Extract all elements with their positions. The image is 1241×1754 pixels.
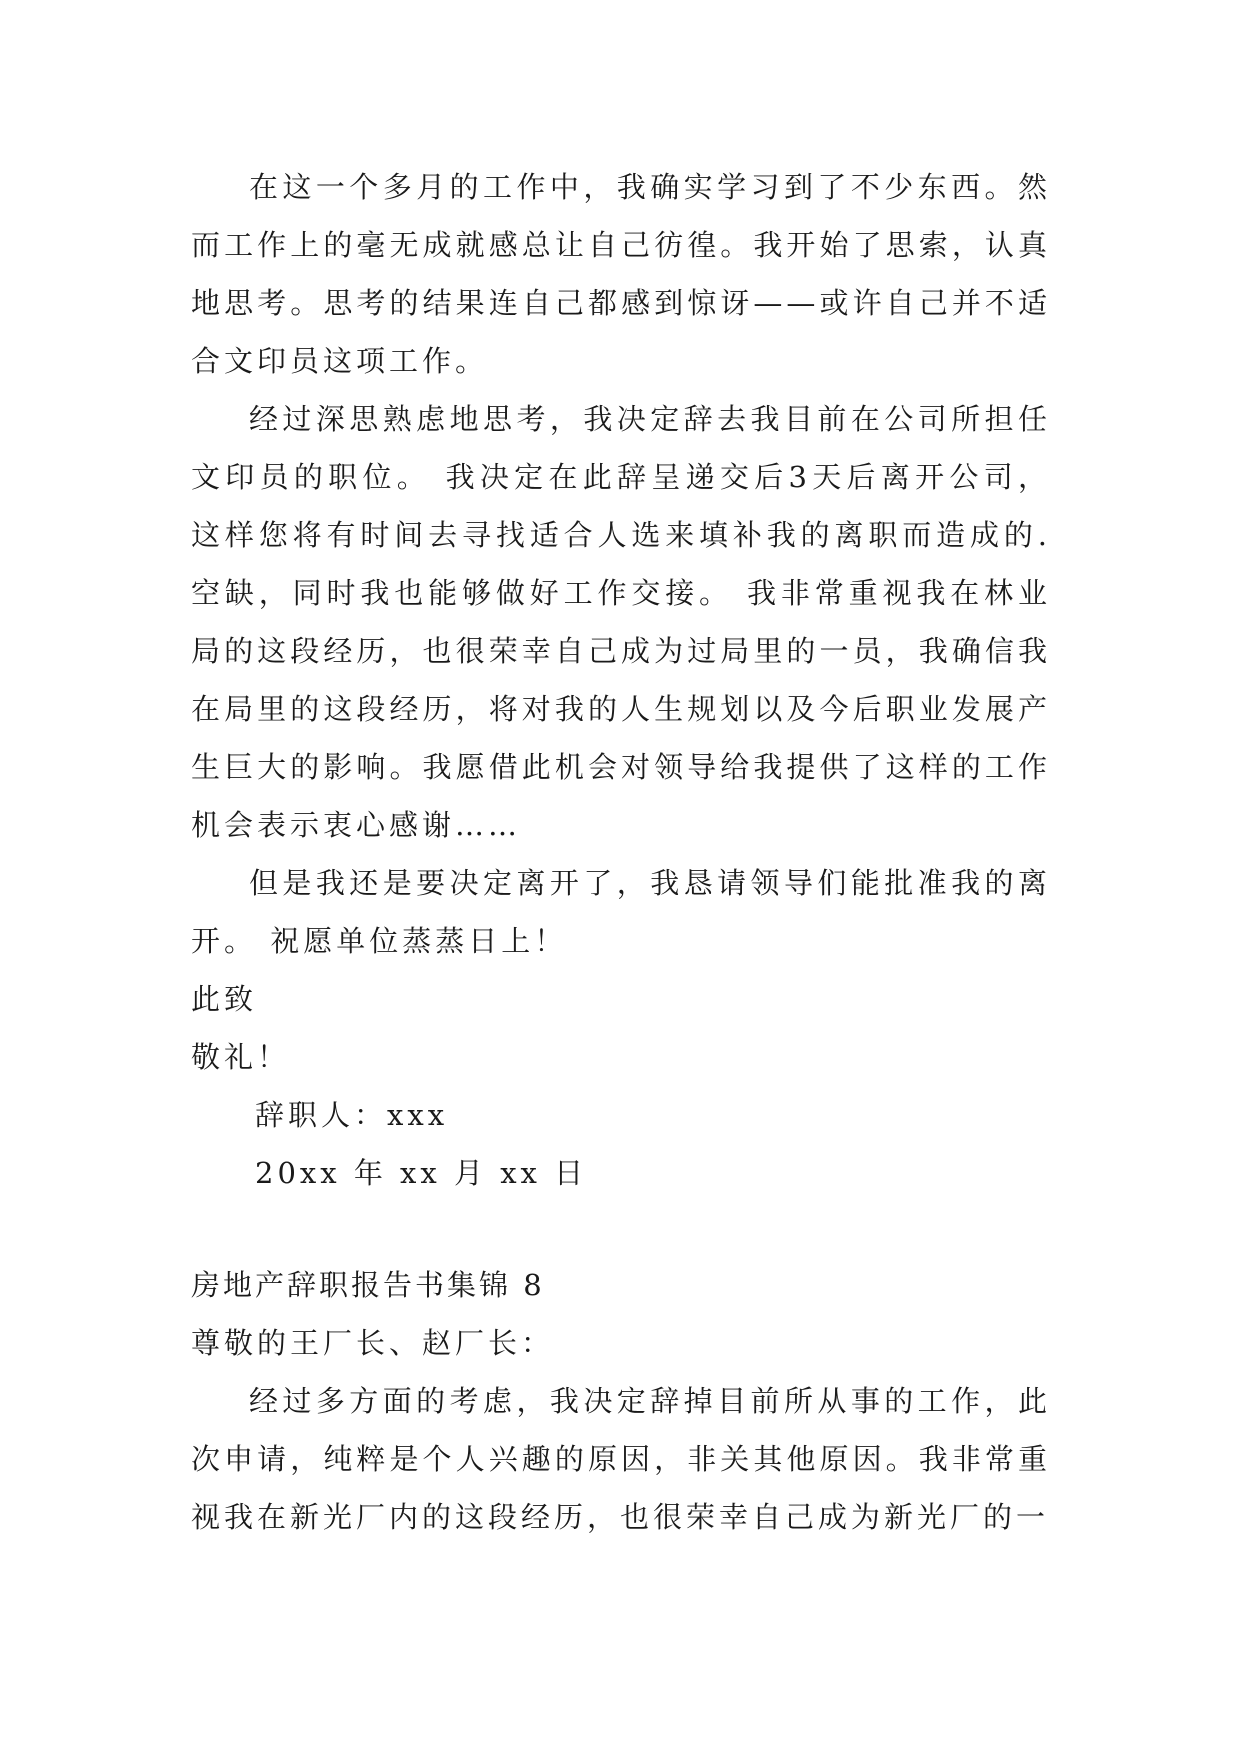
document-body [191,158,1051,1546]
paragraph-reflection: 在这一个多月的工作中，我确实学习到了不少东西。然而工作上的毫无成就感总让自己彷徨。我开始了思索，认真地思考。思考的结果连自己都感到惊讶——或许自己并不适合文印员这项工作。 [191,170,1051,378]
paragraph-resignation-decision: 经过深思熟虑地思考，我决定辞去我目前在公司所担任文印员的职位。 我决定在此辞呈递交后3天后离开公司，这样您将有时间去寻找适合人选来填补我的离职而造成的.空缺，同时我也能够做好工作交接。 我非常重视我在林业局的这段经历，也很荣幸自己成为过局里的一员，我确信我在局里的这段经历，将对我的人生规划以及今后职业发展产生巨大的影响。我愿借此机会对领导给我提供了这样的工作机会表示衷心感谢…… [191,402,1051,842]
date-line: 20xx 年 xx 月 xx 日 [255,1156,588,1190]
paragraph-departure-request: 但是我还是要决定离开了，我恳请领导们能批准我的离开。 祝愿单位蒸蒸日上！ [191,866,1051,958]
closing-salutation: 此致 [191,982,258,1016]
paragraph-second-letter: 经过多方面的考虑，我决定辞掉目前所从事的工作，此次申请，纯粹是个人兴趣的原因，非关其他原因。我非常重视我在新光厂内的这段经历，也很荣幸自己成为新光厂的一 [191,1384,1051,1534]
closing-regards: 敬礼！ [191,1040,291,1074]
section-title: 房地产辞职报告书集锦 8 [191,1268,545,1302]
salutation-line: 尊敬的王厂长、赵厂长： [191,1326,555,1360]
signature-line: 辞职人：xxx [255,1098,449,1132]
section-spacer [191,1202,1051,1256]
